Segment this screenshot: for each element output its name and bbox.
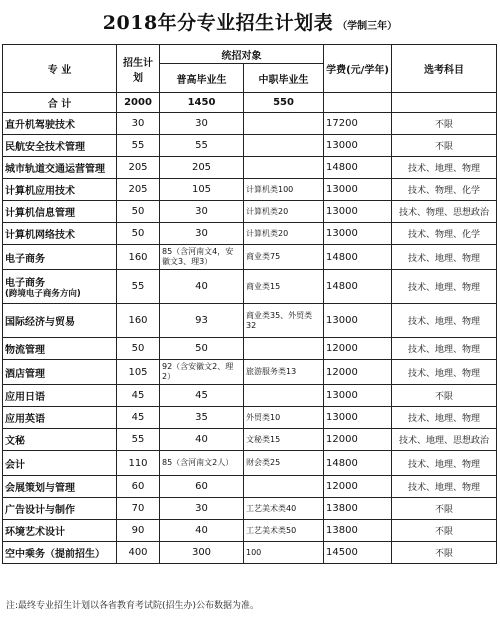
- cell-general-high-text: 30: [195, 206, 208, 217]
- cell-subjects: [392, 338, 497, 360]
- cell-general-high-text: 93: [195, 315, 208, 326]
- table-row: [3, 476, 497, 498]
- cell-quota: [117, 498, 160, 520]
- cell-vocational: [244, 135, 324, 157]
- cell-quota-text: 90: [131, 525, 145, 536]
- cell-fee: [324, 360, 392, 385]
- cell-subjects-text: 技术、地理、物理: [407, 164, 480, 174]
- total-label: 合 计: [3, 93, 117, 113]
- cell-quota-text: 50: [131, 228, 145, 239]
- cell-subjects-text: 技术、地理、物理: [407, 283, 480, 293]
- cell-vocational: [244, 542, 324, 564]
- cell-major-text: 文秘: [5, 436, 25, 447]
- cell-subjects: [392, 113, 497, 135]
- header-subjects: 选考科目: [392, 45, 497, 93]
- cell-vocational: [244, 429, 324, 451]
- cell-quota: [117, 135, 160, 157]
- cell-subjects: [392, 179, 497, 201]
- cell-subjects-text: 技术、地理、物理: [407, 414, 480, 424]
- cell-major-text: 会计: [5, 459, 25, 471]
- cell-fee-text: 13000: [326, 184, 358, 195]
- cell-quota-text: 160: [128, 315, 148, 326]
- cell-vocational: [244, 407, 324, 429]
- cell-general-high-text: 92（含安徽文2、理2）: [162, 362, 234, 381]
- cell-subjects: [392, 542, 497, 564]
- table-row: [3, 451, 497, 476]
- cell-major: [3, 360, 117, 385]
- cell-general-high-text: 55: [195, 140, 208, 151]
- cell-subjects: [392, 201, 497, 223]
- total-subjects: [392, 93, 497, 113]
- table-row: [3, 179, 497, 201]
- cell-quota-text: 45: [131, 412, 145, 423]
- cell-fee-text: 14800: [326, 251, 358, 263]
- cell-subjects: [392, 245, 497, 270]
- cell-major: [3, 385, 117, 407]
- cell-vocational: [244, 157, 324, 179]
- cell-major-text: 广告设计与制作: [5, 505, 75, 516]
- cell-vocational: [244, 520, 324, 542]
- cell-quota-text: 60: [131, 481, 145, 492]
- table-row: [3, 360, 497, 385]
- cell-fee: [324, 113, 392, 135]
- cell-quota: [117, 429, 160, 451]
- cell-subjects: [392, 360, 497, 385]
- cell-fee: [324, 498, 392, 520]
- cell-fee: [324, 270, 392, 304]
- cell-general-high: [160, 304, 244, 338]
- cell-major-text: 空中乘务（提前招生）: [5, 549, 105, 560]
- total-row: [3, 93, 497, 113]
- cell-quota-text: 45: [131, 390, 145, 401]
- cell-vocational-text: 计算机类20: [246, 228, 289, 238]
- table-row: [3, 201, 497, 223]
- cell-major: [3, 135, 117, 157]
- table-row: [3, 498, 497, 520]
- cell-fee-text: 12000: [326, 366, 358, 378]
- cell-vocational: [244, 498, 324, 520]
- cell-general-high-text: 60: [195, 481, 208, 492]
- cell-major-text: 环境艺术设计: [5, 527, 65, 538]
- cell-subjects: [392, 498, 497, 520]
- cell-quota: [117, 476, 160, 498]
- cell-major-text: 城市轨道交通运营管理: [5, 164, 105, 175]
- cell-subjects: [392, 451, 497, 476]
- table-row: [3, 520, 497, 542]
- cell-general-high-text: 40: [195, 281, 208, 292]
- cell-subjects-text: 技术、物理、化学: [407, 186, 480, 196]
- header-general-high: 普高毕业生: [160, 64, 244, 93]
- cell-fee-text: 14800: [326, 281, 358, 292]
- cell-general-high: [160, 385, 244, 407]
- cell-quota: [117, 157, 160, 179]
- cell-fee: [324, 135, 392, 157]
- cell-subjects-text: 技术、地理、物理: [407, 345, 480, 355]
- cell-major: [3, 245, 117, 270]
- cell-vocational: [244, 338, 324, 360]
- cell-subjects: [392, 520, 497, 542]
- cell-general-high: [160, 270, 244, 304]
- cell-quota-text: 205: [128, 184, 148, 195]
- cell-subjects-text: 不限: [434, 142, 453, 152]
- cell-general-high-text: 85（含河南文4，安徽文3、理3）: [162, 247, 234, 266]
- cell-fee-text: 13000: [326, 140, 358, 151]
- cell-quota-text: 160: [128, 251, 148, 263]
- cell-quota-text: 55: [131, 281, 145, 292]
- cell-general-high: [160, 429, 244, 451]
- table-row: [3, 304, 497, 338]
- cell-vocational: [244, 360, 324, 385]
- cell-general-high-text: 205: [191, 162, 212, 173]
- cell-major: [3, 429, 117, 451]
- cell-subjects: [392, 270, 497, 304]
- cell-fee-text: 14500: [326, 547, 358, 558]
- header-fee: 学费(元/学年): [324, 45, 392, 93]
- cell-subjects: [392, 135, 497, 157]
- cell-fee-text: 12000: [326, 434, 358, 445]
- footnote: 注:最终专业招生计划以各省教育考试院(招生办)公布数据为准。: [6, 601, 260, 611]
- cell-subjects-text: 不限: [434, 120, 453, 130]
- cell-general-high: [160, 245, 244, 270]
- cell-general-high-text: 30: [195, 118, 208, 129]
- cell-fee: [324, 201, 392, 223]
- cell-subjects-text: 不限: [434, 549, 453, 559]
- cell-general-high: [160, 179, 244, 201]
- cell-subjects-text: 技术、地理、物理: [407, 459, 480, 470]
- cell-major-text: 计算机应用技术: [5, 186, 75, 197]
- cell-quota: [117, 360, 160, 385]
- cell-vocational: [244, 476, 324, 498]
- cell-quota-text: 205: [128, 162, 148, 173]
- cell-quota: [117, 385, 160, 407]
- cell-major: [3, 542, 117, 564]
- cell-major-text: 国际经济与贸易: [5, 317, 75, 328]
- cell-quota: [117, 113, 160, 135]
- cell-fee-text: 13000: [326, 206, 358, 217]
- cell-subjects-text: 技术、地理、思想政治: [398, 436, 489, 446]
- cell-major: [3, 270, 117, 304]
- cell-vocational: [244, 223, 324, 245]
- cell-fee-text: 13800: [326, 525, 358, 536]
- cell-subjects: [392, 476, 497, 498]
- cell-fee-text: 17200: [326, 118, 358, 129]
- cell-general-high: [160, 451, 244, 476]
- cell-quota-text: 110: [128, 457, 148, 469]
- cell-fee: [324, 223, 392, 245]
- cell-general-high-text: 40: [195, 434, 208, 445]
- cell-major-text: 会展策划与管理: [5, 483, 75, 494]
- cell-vocational-text: 财会类25: [246, 458, 281, 467]
- cell-major-text: 电子商务: [5, 278, 45, 289]
- cell-subjects-text: 技术、物理、化学: [407, 230, 480, 240]
- cell-fee-text: 12000: [326, 481, 358, 492]
- cell-quota: [117, 245, 160, 270]
- cell-fee: [324, 179, 392, 201]
- cell-subjects: [392, 157, 497, 179]
- cell-major: [3, 498, 117, 520]
- cell-quota: [117, 338, 160, 360]
- cell-major-text: 计算机信息管理: [5, 208, 75, 219]
- table-row: [3, 223, 497, 245]
- cell-fee-text: 13800: [326, 503, 358, 514]
- cell-vocational-text: 商业类15: [246, 281, 281, 291]
- cell-general-high: [160, 498, 244, 520]
- cell-subjects: [392, 407, 497, 429]
- cell-quota-text: 400: [128, 547, 148, 558]
- cell-subjects: [392, 304, 497, 338]
- cell-subjects-text: 技术、地理、物理: [407, 483, 480, 493]
- cell-fee: [324, 476, 392, 498]
- cell-subjects-text: 技术、物理、思想政治: [398, 208, 489, 218]
- enrollment-plan-table: [2, 44, 497, 564]
- cell-fee-text: 14800: [326, 457, 358, 469]
- cell-major: [3, 179, 117, 201]
- cell-fee: [324, 338, 392, 360]
- cell-fee: [324, 407, 392, 429]
- cell-general-high: [160, 360, 244, 385]
- cell-general-high-text: 30: [195, 228, 208, 239]
- cell-vocational: [244, 304, 324, 338]
- cell-vocational: [244, 385, 324, 407]
- cell-major: [3, 520, 117, 542]
- cell-subjects-text: 不限: [434, 505, 453, 515]
- table-body: [3, 93, 497, 564]
- table-row: [3, 385, 497, 407]
- cell-quota: [117, 270, 160, 304]
- cell-quota: [117, 407, 160, 429]
- cell-general-high-text: 35: [195, 412, 208, 423]
- cell-subjects-text: 不限: [434, 527, 453, 537]
- cell-fee-text: 12000: [326, 343, 358, 354]
- cell-subjects: [392, 429, 497, 451]
- cell-quota-text: 105: [128, 366, 148, 378]
- cell-fee-text: 13000: [326, 315, 358, 326]
- cell-vocational: [244, 201, 324, 223]
- cell-major-text: 计算机网络技术: [5, 230, 75, 241]
- cell-quota: [117, 451, 160, 476]
- cell-subjects-text: 不限: [434, 392, 453, 402]
- table-row: [3, 429, 497, 451]
- cell-general-high: [160, 407, 244, 429]
- cell-general-high-text: 40: [195, 525, 208, 536]
- cell-major: [3, 338, 117, 360]
- cell-quota-text: 30: [131, 118, 145, 129]
- table-row: [3, 135, 497, 157]
- cell-major-text: 直升机驾驶技术: [5, 120, 75, 131]
- cell-major: [3, 407, 117, 429]
- cell-quota-text: 70: [131, 503, 145, 514]
- cell-major: [3, 476, 117, 498]
- cell-quota: [117, 542, 160, 564]
- cell-general-high-text: 85（含河南文2人）: [162, 458, 234, 467]
- cell-quota-text: 55: [131, 434, 145, 445]
- cell-vocational-text: 计算机类100: [246, 184, 294, 194]
- table-row: [3, 270, 497, 304]
- cell-general-high: [160, 520, 244, 542]
- cell-vocational: [244, 270, 324, 304]
- cell-vocational: [244, 451, 324, 476]
- cell-general-high: [160, 157, 244, 179]
- cell-quota: [117, 179, 160, 201]
- cell-subjects-text: 技术、地理、物理: [407, 317, 480, 327]
- cell-fee-text: 13000: [326, 412, 358, 423]
- cell-major-text: 应用日语: [5, 392, 45, 403]
- table-row: [3, 338, 497, 360]
- cell-fee: [324, 304, 392, 338]
- cell-fee: [324, 157, 392, 179]
- cell-general-high: [160, 223, 244, 245]
- cell-major: [3, 113, 117, 135]
- total-fee: [324, 93, 392, 113]
- cell-general-high: [160, 338, 244, 360]
- cell-general-high: [160, 542, 244, 564]
- cell-general-high: [160, 476, 244, 498]
- cell-general-high: [160, 201, 244, 223]
- total-vocational: 550: [244, 93, 324, 113]
- cell-major-text: 应用英语: [5, 414, 45, 425]
- cell-quota: [117, 201, 160, 223]
- cell-fee: [324, 520, 392, 542]
- cell-vocational-text: 工艺美术类40: [246, 503, 297, 513]
- table-row: [3, 245, 497, 270]
- cell-major-text: 酒店管理: [5, 368, 45, 380]
- cell-fee-text: 13000: [326, 390, 358, 401]
- cell-quota-text: 50: [131, 343, 145, 354]
- cell-major: [3, 201, 117, 223]
- cell-major: [3, 304, 117, 338]
- cell-fee: [324, 429, 392, 451]
- total-quota: 2000: [117, 93, 160, 113]
- cell-fee-text: 13000: [326, 228, 358, 239]
- table-row: [3, 113, 497, 135]
- cell-major: [3, 157, 117, 179]
- cell-general-high: [160, 135, 244, 157]
- table-row: [3, 407, 497, 429]
- page-title: 2018年分专业招生计划表: [102, 12, 334, 34]
- cell-general-high-text: 30: [195, 503, 208, 514]
- table-row: [3, 157, 497, 179]
- cell-vocational-text: 商业类75: [246, 252, 281, 261]
- cell-major-text: 电子商务: [5, 253, 45, 265]
- cell-subjects-text: 技术、地理、物理: [407, 368, 480, 379]
- cell-quota: [117, 223, 160, 245]
- cell-vocational-text: 旅游服务类13: [246, 367, 297, 376]
- header-major: 专 业: [3, 45, 117, 93]
- header-vocational: 中职毕业生: [244, 64, 324, 93]
- title-block: [0, 8, 500, 35]
- cell-vocational-text: 商业类35、外贸类32: [246, 310, 313, 330]
- cell-vocational-text: 计算机类20: [246, 206, 289, 216]
- header-target: 统招对象: [160, 45, 324, 64]
- table-row: [3, 542, 497, 564]
- cell-general-high-text: 50: [195, 343, 208, 354]
- cell-general-high-text: 300: [191, 547, 212, 558]
- cell-major-sub: (跨境电子商务方向): [5, 289, 81, 299]
- cell-subjects: [392, 223, 497, 245]
- cell-quota: [117, 520, 160, 542]
- cell-vocational-text: 外贸类10: [246, 412, 281, 422]
- cell-fee: [324, 451, 392, 476]
- cell-fee: [324, 385, 392, 407]
- cell-vocational-text: 工艺美术类50: [246, 525, 297, 535]
- cell-fee: [324, 245, 392, 270]
- cell-major: [3, 223, 117, 245]
- cell-major: [3, 451, 117, 476]
- cell-quota: [117, 304, 160, 338]
- cell-fee-text: 14800: [326, 162, 358, 173]
- cell-subjects: [392, 385, 497, 407]
- cell-vocational: [244, 245, 324, 270]
- page-subtitle: （学制三年）: [337, 21, 398, 32]
- cell-major-text: 物流管理: [5, 345, 45, 356]
- cell-vocational-text: 文秘类15: [246, 434, 281, 444]
- cell-quota-text: 55: [131, 140, 145, 151]
- header-quota: 招生计划: [117, 45, 160, 93]
- cell-fee: [324, 542, 392, 564]
- cell-vocational: [244, 179, 324, 201]
- cell-subjects-text: 技术、地理、物理: [407, 253, 480, 264]
- cell-general-high-text: 105: [191, 184, 212, 195]
- cell-vocational-text: 100: [246, 547, 262, 557]
- cell-general-high-text: 45: [195, 390, 208, 401]
- total-general-high: 1450: [160, 93, 244, 113]
- cell-quota-text: 50: [131, 206, 145, 217]
- cell-major-text: 民航安全技术管理: [5, 142, 85, 153]
- cell-vocational: [244, 113, 324, 135]
- cell-general-high: [160, 113, 244, 135]
